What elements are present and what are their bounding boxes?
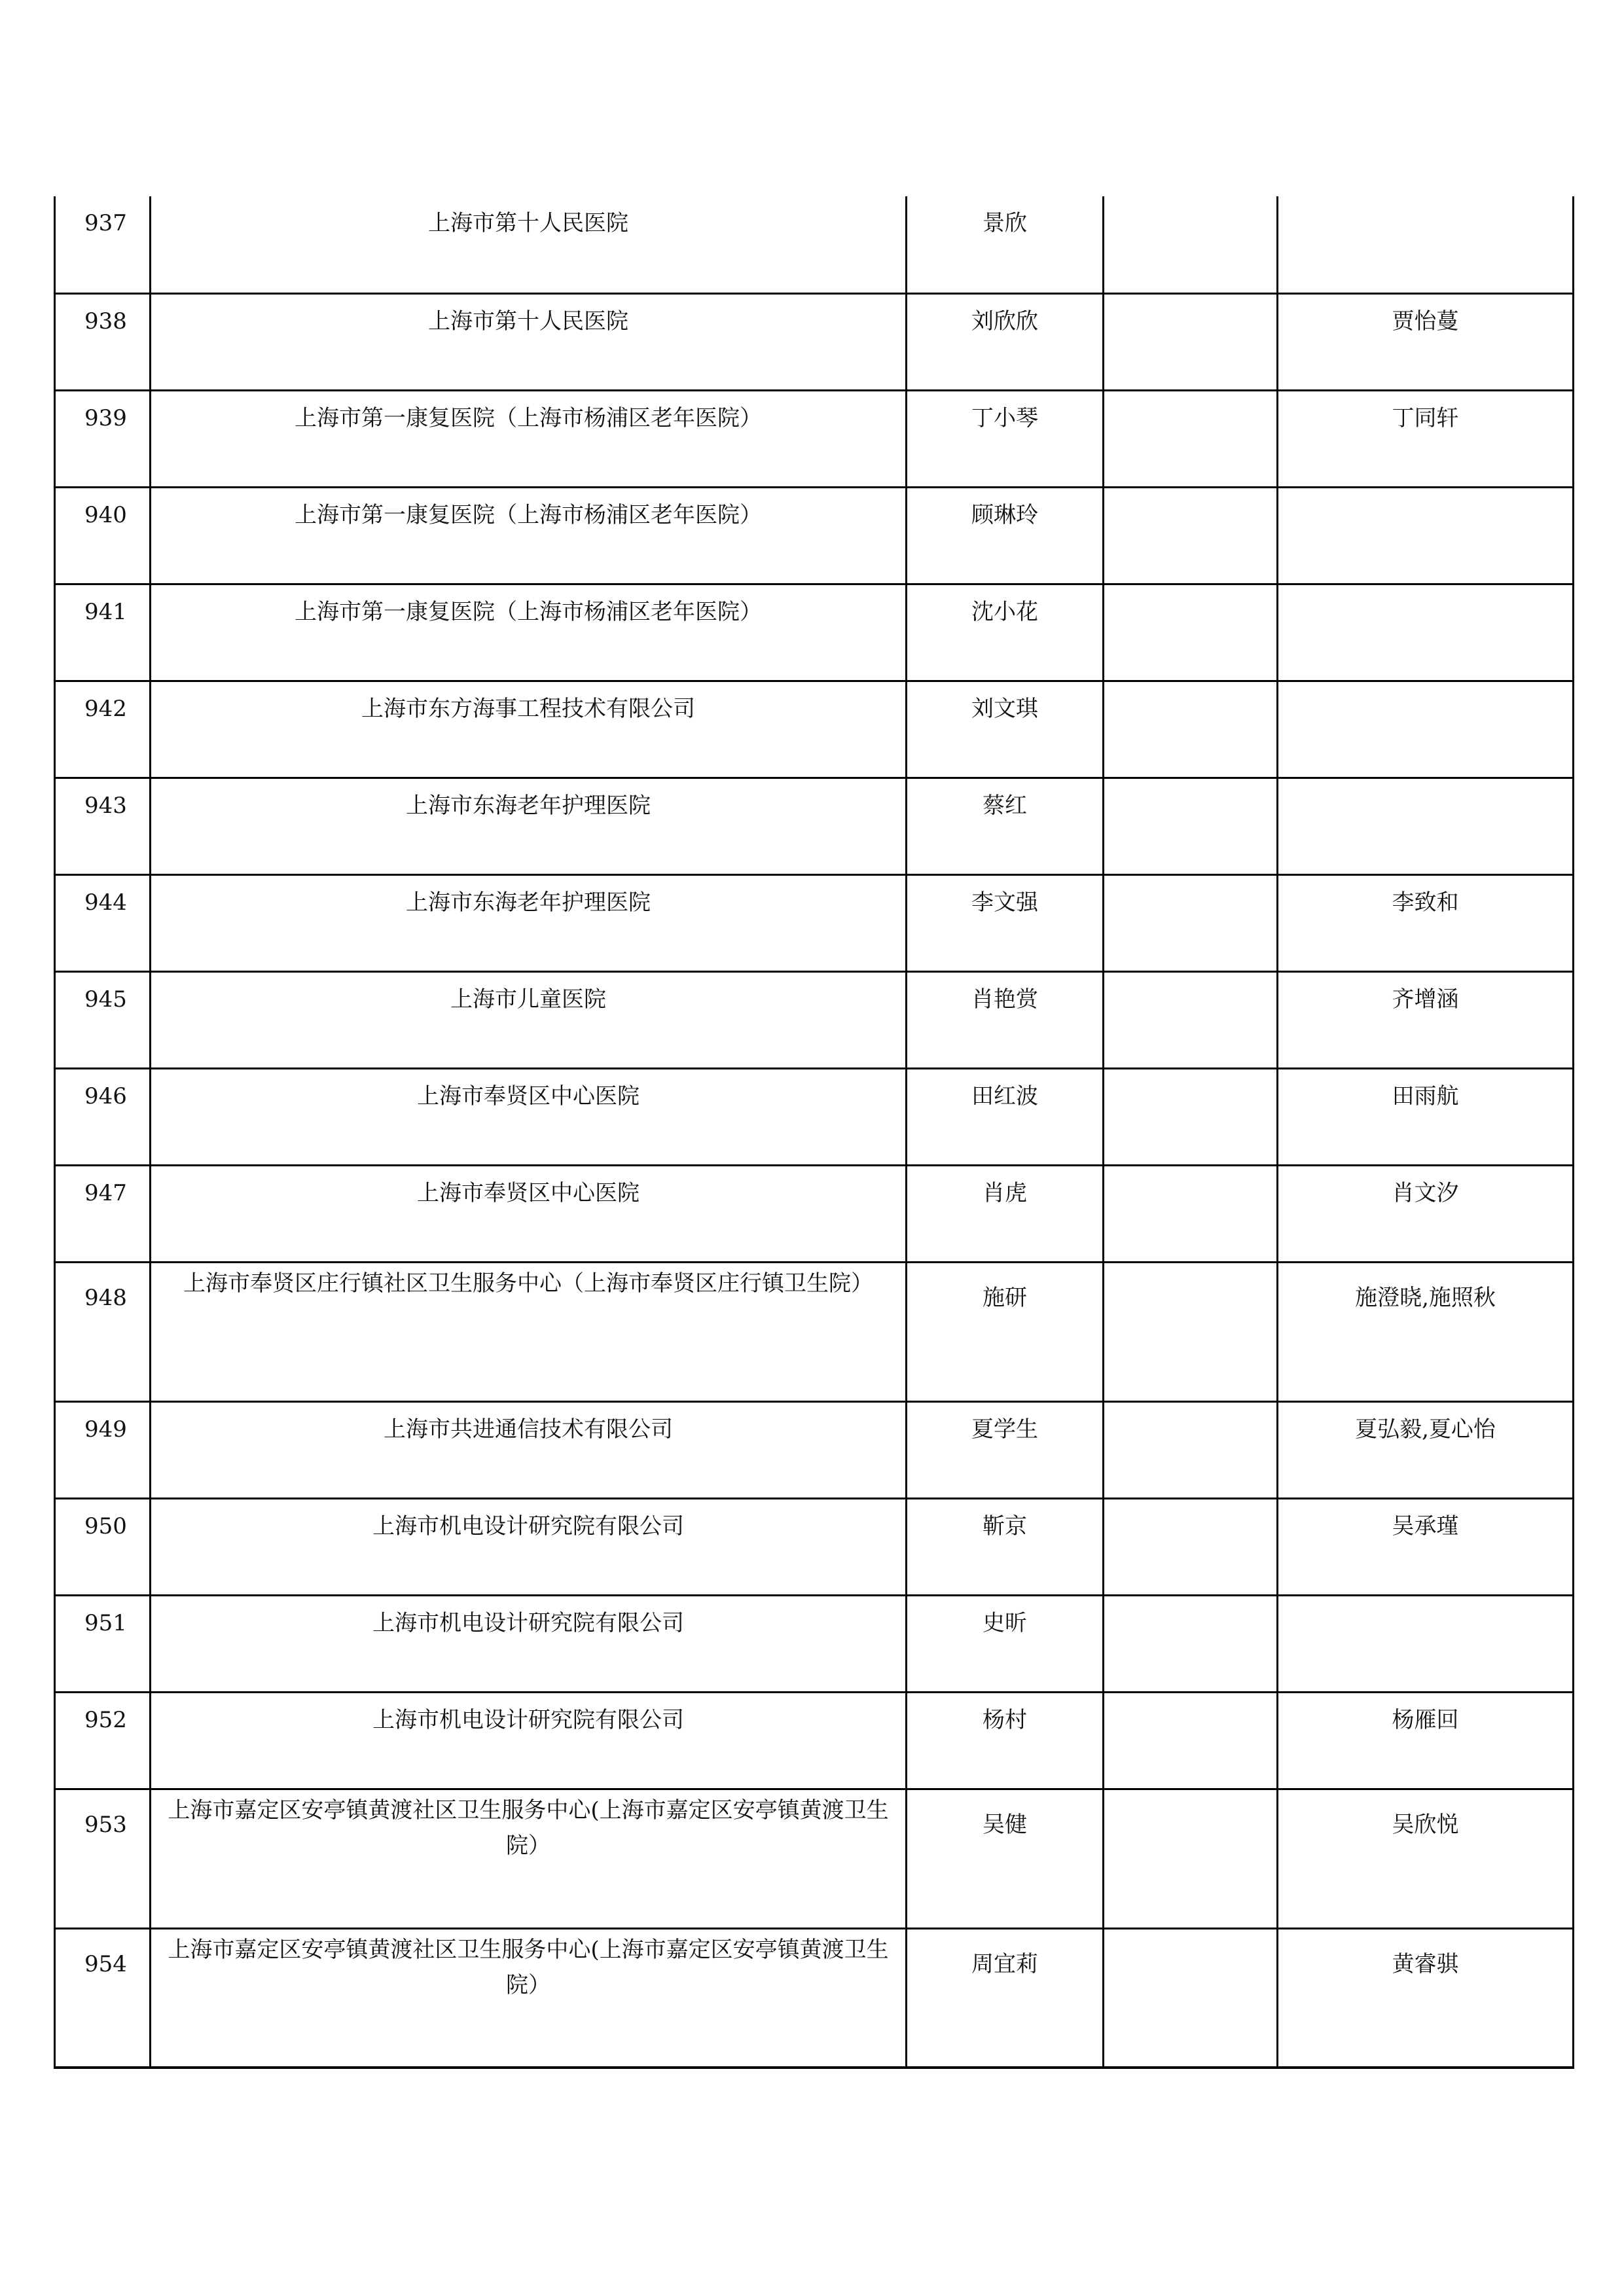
table-row (55, 390, 1574, 487)
empty-cell (1104, 681, 1278, 778)
row-number: 938 (55, 293, 151, 390)
work-unit: 上海市第十人民医院 (151, 293, 907, 390)
row-number: 953 (55, 1789, 151, 1928)
work-unit: 上海市机电设计研究院有限公司 (151, 1595, 907, 1692)
table-row (55, 487, 1574, 584)
row-number: 937 (55, 196, 151, 293)
family-members (1278, 778, 1574, 874)
row-number: 940 (55, 487, 151, 584)
row-number: 952 (55, 1692, 151, 1789)
table-row (55, 293, 1574, 390)
person-name: 肖虎 (907, 1165, 1104, 1262)
person-name: 周宜莉 (907, 1928, 1104, 2068)
roster-table (54, 196, 1574, 2069)
table-row (55, 1789, 1574, 1928)
person-name: 丁小琴 (907, 390, 1104, 487)
row-number: 946 (55, 1068, 151, 1165)
row-number: 945 (55, 971, 151, 1068)
empty-cell (1104, 293, 1278, 390)
table-row (55, 196, 1574, 293)
work-unit: 上海市儿童医院 (151, 971, 907, 1068)
empty-cell (1104, 1928, 1278, 2068)
row-number: 942 (55, 681, 151, 778)
table-row (55, 778, 1574, 874)
family-members: 夏弘毅,夏心怡 (1278, 1401, 1574, 1498)
empty-cell (1104, 971, 1278, 1068)
family-members (1278, 487, 1574, 584)
person-name: 李文强 (907, 874, 1104, 971)
empty-cell (1104, 1789, 1278, 1928)
work-unit: 上海市机电设计研究院有限公司 (151, 1498, 907, 1595)
person-name: 肖艳赏 (907, 971, 1104, 1068)
row-number: 954 (55, 1928, 151, 2068)
row-number: 943 (55, 778, 151, 874)
person-name: 顾琳玲 (907, 487, 1104, 584)
table-row (55, 1262, 1574, 1401)
work-unit: 上海市共进通信技术有限公司 (151, 1401, 907, 1498)
family-members: 丁同轩 (1278, 390, 1574, 487)
row-number: 951 (55, 1595, 151, 1692)
empty-cell (1104, 1068, 1278, 1165)
work-unit: 上海市奉贤区中心医院 (151, 1068, 907, 1165)
family-members (1278, 196, 1574, 293)
person-name: 刘文琪 (907, 681, 1104, 778)
row-number: 939 (55, 390, 151, 487)
person-name: 吴健 (907, 1789, 1104, 1928)
empty-cell (1104, 584, 1278, 681)
roster-table-body (55, 196, 1574, 2068)
table-row (55, 971, 1574, 1068)
work-unit: 上海市第十人民医院 (151, 196, 907, 293)
empty-cell (1104, 1498, 1278, 1595)
family-members: 肖文汐 (1278, 1165, 1574, 1262)
work-unit: 上海市东方海事工程技术有限公司 (151, 681, 907, 778)
table-row (55, 1928, 1574, 2068)
empty-cell (1104, 1401, 1278, 1498)
row-number: 950 (55, 1498, 151, 1595)
empty-cell (1104, 487, 1278, 584)
empty-cell (1104, 1595, 1278, 1692)
work-unit: 上海市东海老年护理医院 (151, 778, 907, 874)
work-unit: 上海市东海老年护理医院 (151, 874, 907, 971)
family-members: 吴欣悦 (1278, 1789, 1574, 1928)
person-name: 夏学生 (907, 1401, 1104, 1498)
table-row (55, 1692, 1574, 1789)
family-members (1278, 584, 1574, 681)
empty-cell (1104, 874, 1278, 971)
row-number: 941 (55, 584, 151, 681)
family-members: 杨雁回 (1278, 1692, 1574, 1789)
person-name: 沈小花 (907, 584, 1104, 681)
work-unit: 上海市第一康复医院（上海市杨浦区老年医院） (151, 584, 907, 681)
person-name: 杨村 (907, 1692, 1104, 1789)
empty-cell (1104, 1692, 1278, 1789)
family-members (1278, 681, 1574, 778)
empty-cell (1104, 778, 1278, 874)
work-unit: 上海市机电设计研究院有限公司 (151, 1692, 907, 1789)
table-row (55, 1498, 1574, 1595)
family-members: 施澄晓,施照秋 (1278, 1262, 1574, 1401)
table-row (55, 1068, 1574, 1165)
table-row (55, 1595, 1574, 1692)
person-name: 施研 (907, 1262, 1104, 1401)
work-unit: 上海市奉贤区中心医院 (151, 1165, 907, 1262)
person-name: 景欣 (907, 196, 1104, 293)
family-members: 黄睿骐 (1278, 1928, 1574, 2068)
family-members: 齐增涵 (1278, 971, 1574, 1068)
row-number: 944 (55, 874, 151, 971)
table-row (55, 584, 1574, 681)
empty-cell (1104, 1262, 1278, 1401)
person-name: 刘欣欣 (907, 293, 1104, 390)
empty-cell (1104, 196, 1278, 293)
row-number: 948 (55, 1262, 151, 1401)
work-unit: 上海市奉贤区庄行镇社区卫生服务中心（上海市奉贤区庄行镇卫生院） (151, 1262, 907, 1401)
person-name: 蔡红 (907, 778, 1104, 874)
work-unit: 上海市第一康复医院（上海市杨浦区老年医院） (151, 487, 907, 584)
table-row (55, 1401, 1574, 1498)
row-number: 947 (55, 1165, 151, 1262)
family-members: 贾怡蔓 (1278, 293, 1574, 390)
empty-cell (1104, 1165, 1278, 1262)
person-name: 靳京 (907, 1498, 1104, 1595)
empty-cell (1104, 390, 1278, 487)
work-unit: 上海市嘉定区安亭镇黄渡社区卫生服务中心(上海市嘉定区安亭镇黄渡卫生院） (151, 1928, 907, 2068)
person-name: 田红波 (907, 1068, 1104, 1165)
work-unit: 上海市第一康复医院（上海市杨浦区老年医院） (151, 390, 907, 487)
family-members: 李致和 (1278, 874, 1574, 971)
work-unit: 上海市嘉定区安亭镇黄渡社区卫生服务中心(上海市嘉定区安亭镇黄渡卫生院） (151, 1789, 907, 1928)
family-members (1278, 1595, 1574, 1692)
table-row (55, 874, 1574, 971)
family-members: 田雨航 (1278, 1068, 1574, 1165)
family-members: 吴承瑾 (1278, 1498, 1574, 1595)
person-name: 史昕 (907, 1595, 1104, 1692)
table-row (55, 681, 1574, 778)
table-row (55, 1165, 1574, 1262)
row-number: 949 (55, 1401, 151, 1498)
